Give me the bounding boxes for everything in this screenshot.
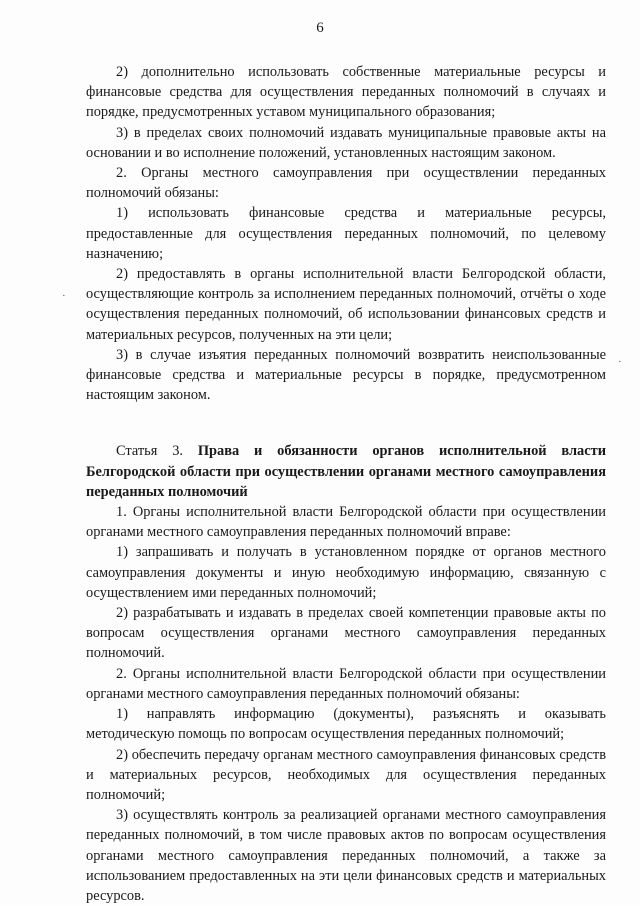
paragraph: 1) использовать финансовые средства и материальные ресурсы, предоставленные для осуществления переданных полномочий, по целевому назначению;	[86, 205, 606, 262]
article-heading	[86, 441, 606, 502]
paragraph: 2) предоставлять в органы исполнительной власти Белгородской области, осуществляющие контроль за исполнением переданных полномочий, отчёты о ходе осуществления переданных полномочий, об использовании финансовых средств и материальных ресурсов, полученных на эти цели;	[86, 266, 606, 343]
paragraph: 3) в пределах своих полномочий издавать муниципальные правовые акты на основании и во исполнение положений, установленных настоящим законом.	[86, 124, 606, 161]
paragraph: 3) осуществлять контроль за реализацией органами местного самоуправления переданных полномочий, в том числе правовых актов по вопросам осуществления органами местного самоуправления переданных полномочий, а также за использованием предоставленных на эти цели финансовых средств и материальных ресурсов.	[86, 807, 606, 904]
page-number: 6	[316, 20, 324, 36]
paragraph: 1) направлять информацию (документы), разъяснять и оказывать методическую помощь по вопросам осуществления переданных полномочий;	[86, 706, 606, 743]
paragraph: 2. Органы местного самоуправления при осуществлении переданных полномочий обязаны:	[86, 165, 606, 202]
scan-speck: ·	[62, 290, 66, 302]
document-body	[86, 62, 606, 906]
paragraph: 2) дополнительно использовать собственные материальные ресурсы и финансовые средства для осуществления переданных полномочий в случаях и порядке, предусмотренных уставом муниципального образования;	[86, 64, 606, 121]
section-article	[86, 502, 606, 906]
paragraph: 3) в случае изъятия переданных полномочий возвратить неиспользованные финансовые средства и материальные ресурсы в порядке, предусмотренном настоящим законом.	[86, 346, 606, 404]
section-top	[86, 62, 606, 405]
scan-speck: ·	[618, 356, 622, 368]
paragraph: 2. Органы исполнительной власти Белгородской области при осуществлении органами местного самоуправления переданных полномочий обязаны:	[86, 665, 606, 702]
paragraph: 1. Органы исполнительной власти Белгородской области при осуществлении органами местного самоуправления переданных полномочий вправе:	[86, 504, 606, 541]
paragraph: 2) разрабатывать и издавать в пределах своей компетенции правовые акты по вопросам осуществления органами местного самоуправления переданных полномочий.	[86, 605, 606, 662]
section-spacer	[86, 405, 606, 441]
paragraph: 1) запрашивать и получать в установленном порядке от органов местного самоуправления документы и иную необходимую информацию, связанную с осуществлением ими переданных полномочий;	[86, 544, 606, 601]
article-label: Статья 3.	[116, 443, 183, 460]
paragraph: 2) обеспечить передачу органам местного самоуправления финансовых средств и материальных ресурсов, необходимых для осуществления переданных полномочий;	[86, 746, 606, 803]
article-title: Права и обязанности органов исполнительной власти Белгородской области при осуществлении органами местного самоуправления переданных полномочий	[86, 443, 606, 500]
